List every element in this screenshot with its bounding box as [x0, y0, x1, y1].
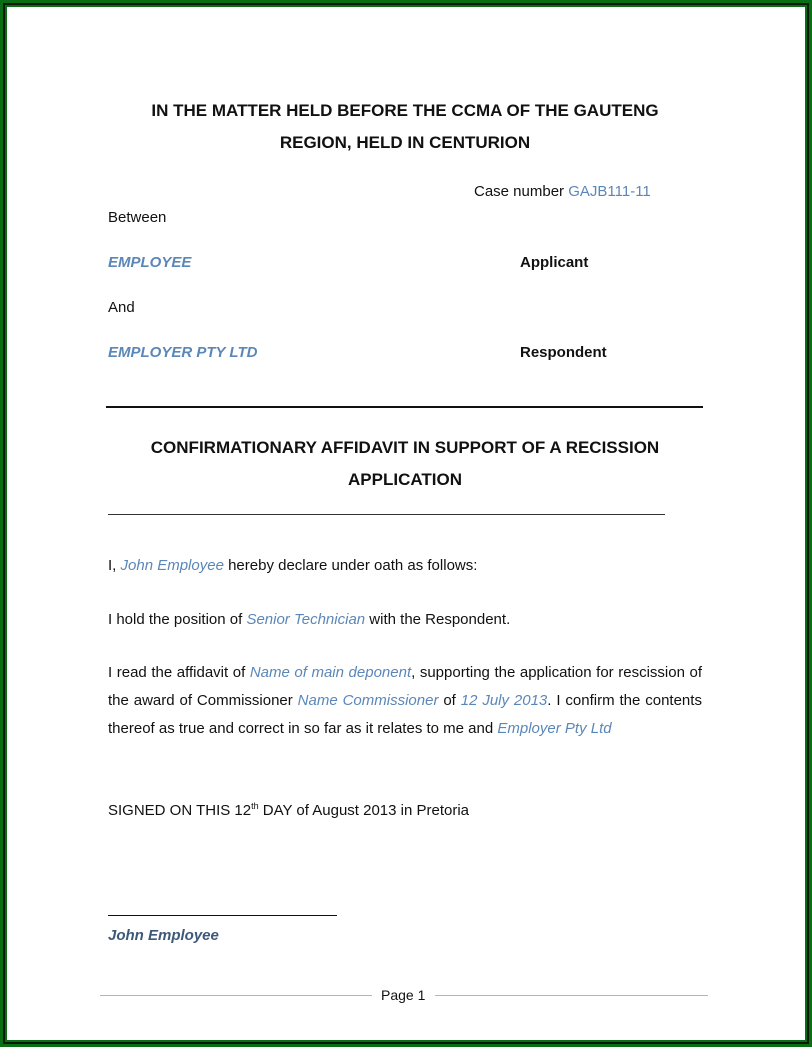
deponent-name: Name of main deponent — [249, 664, 412, 681]
case-number-value: GAJB111-11 — [568, 183, 651, 200]
declarant-name: John Employee — [120, 557, 224, 574]
doc-title-line-2: APPLICATION — [348, 470, 462, 489]
case-number — [474, 183, 651, 200]
paragraph-affidavit: I read the affidavit of Name of main deponent, supporting the application for rescission of the award of Commissioner Name Commissioner of 12 July 2013. I confirm the contents thereof as true and correct in so far as it relates to me and Employer Pty Ltd — [108, 664, 702, 737]
paragraph-position: I hold the position of Senior Technician with the Respondent. — [108, 611, 511, 628]
applicant-name: EMPLOYEE — [108, 254, 192, 271]
between-label: Between — [108, 209, 167, 226]
doc-title-line-1: CONFIRMATIONARY AFFIDAVIT IN SUPPORT OF A RECISSION — [150, 438, 660, 457]
and-label: And — [108, 299, 135, 316]
applicant-role: Applicant — [520, 254, 589, 271]
case-number-label: Case number — [474, 183, 565, 200]
page-border-inner2 — [5, 5, 807, 1042]
signature-line — [108, 915, 337, 916]
footer-rule-right — [435, 995, 708, 996]
header-line-1: IN THE MATTER HELD BEFORE THE CCMA OF THE GAUTENG — [151, 101, 659, 120]
divider-thin — [108, 514, 665, 515]
employer-name: Employer Pty Ltd — [497, 720, 612, 737]
respondent-role: Respondent — [520, 344, 607, 361]
position-title: Senior Technician — [246, 611, 366, 628]
header-line-2: REGION, HELD IN CENTURION — [279, 133, 531, 152]
paragraph-signed: SIGNED ON THIS 12th DAY of August 2013 in Pretoria — [108, 801, 470, 819]
respondent-name: EMPLOYER PTY LTD — [108, 344, 258, 361]
paragraph-declaration: I, John Employee hereby declare under oath as follows: — [108, 557, 478, 574]
signature-name: John Employee — [108, 927, 219, 944]
award-date: 12 July 2013 — [460, 692, 548, 709]
footer-rule-left — [100, 995, 372, 996]
divider-thick — [106, 406, 703, 408]
page-number: Page 1 — [381, 987, 426, 1003]
commissioner-name: Name Commissioner — [297, 692, 439, 709]
